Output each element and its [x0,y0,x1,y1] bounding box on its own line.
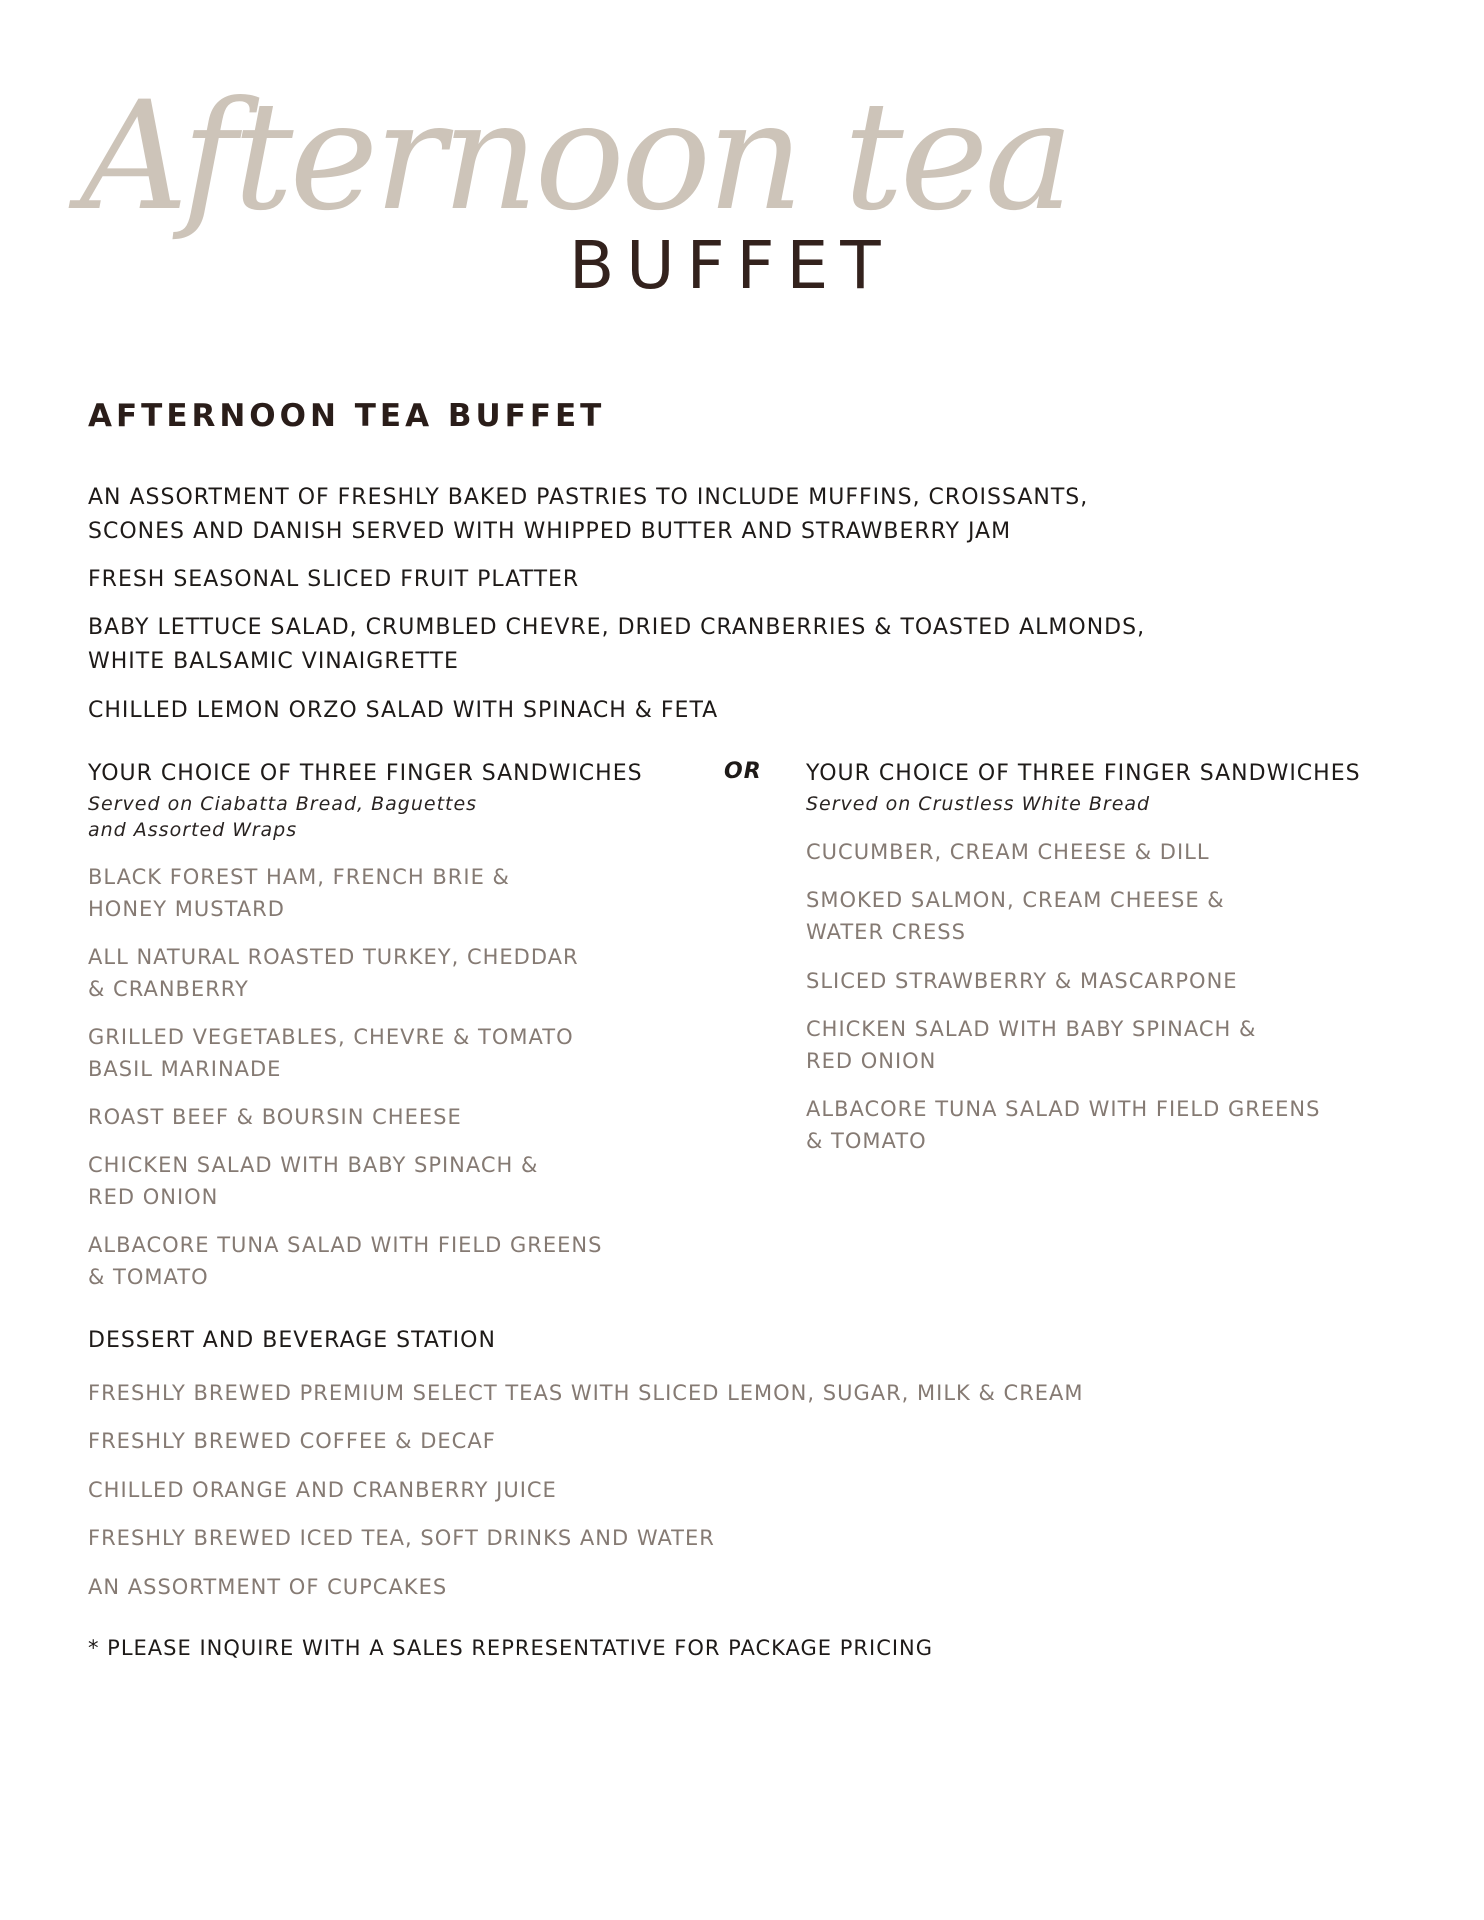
intro-item-salad [88,611,1145,679]
subtitle-line: Served on Ciabatta Bread, Baguettes [88,793,478,815]
subtitle-line: Served on Crustless White Bread [806,793,1151,815]
right-column-subtitle [806,791,1150,817]
or-label: OR [724,759,762,784]
script-title: Afternoon tea [80,70,1070,244]
right-item [806,965,1238,997]
intro-item-line: AN ASSORTMENT OF FRESHLY BAKED PASTRIES TO INCLUDE MUFFINS, CROISSANTS, [88,485,1089,510]
item-line: BLACK FOREST HAM, FRENCH BRIE & [88,865,510,889]
dessert-item: FRESHLY BREWED PREMIUM SELECT TEAS WITH SLICED LEMON, SUGAR, MILK & CREAM [88,1381,1084,1405]
left-item [88,1229,602,1293]
right-item [806,836,1210,868]
item-line: HONEY MUSTARD [88,897,285,921]
item-line: ROAST BEEF & BOURSIN CHEESE [88,1105,462,1129]
left-item [88,1101,462,1133]
buffet-title: BUFFET [569,227,893,304]
right-item [806,1013,1256,1077]
left-item [88,1021,574,1085]
right-item [806,884,1225,948]
dessert-item: AN ASSORTMENT OF CUPCAKES [88,1575,448,1599]
left-column-subtitle [88,791,477,843]
left-column-heading: YOUR CHOICE OF THREE FINGER SANDWICHES [88,761,643,786]
intro-item-line: CHILLED LEMON ORZO SALAD WITH SPINACH & FETA [88,698,719,723]
subtitle-line: and Assorted Wraps [88,819,298,841]
left-item [88,1149,538,1213]
intro-item-line: BABY LETTUCE SALAD, CRUMBLED CHEVRE, DRIED CRANBERRIES & TOASTED ALMONDS, [88,615,1146,640]
dessert-heading: DESSERT AND BEVERAGE STATION [88,1328,496,1353]
item-line: RED ONION [806,1049,937,1073]
item-line: CHICKEN SALAD WITH BABY SPINACH & [806,1017,1257,1041]
left-item [88,941,579,1005]
item-line: WATER CRESS [806,920,966,944]
dessert-item: FRESHLY BREWED ICED TEA, SOFT DRINKS AND WATER [88,1526,715,1550]
intro-item-line: FRESH SEASONAL SLICED FRUIT PLATTER [88,567,580,592]
item-line: CUCUMBER, CREAM CHEESE & DILL [806,840,1210,864]
item-line: & CRANBERRY [88,977,249,1001]
left-item [88,861,510,925]
section-heading: AFTERNOON TEA BUFFET [88,398,606,434]
item-line: RED ONION [88,1185,219,1209]
item-line: ALBACORE TUNA SALAD WITH FIELD GREENS [88,1233,603,1257]
right-column-heading: YOUR CHOICE OF THREE FINGER SANDWICHES [806,761,1361,786]
dessert-item: FRESHLY BREWED COFFEE & DECAF [88,1429,496,1453]
item-line: SMOKED SALMON, CREAM CHEESE & [806,888,1225,912]
intro-item-fruit [88,563,579,597]
item-line: & TOMATO [806,1129,927,1153]
item-line: BASIL MARINADE [88,1057,282,1081]
intro-item-orzo [88,694,718,728]
pricing-footnote: * PLEASE INQUIRE WITH A SALES REPRESENTATIVE FOR PACKAGE PRICING [88,1636,934,1660]
intro-item-line: SCONES AND DANISH SERVED WITH WHIPPED BUTTER AND STRAWBERRY JAM [88,519,1012,544]
item-line: ALBACORE TUNA SALAD WITH FIELD GREENS [806,1097,1321,1121]
item-line: SLICED STRAWBERRY & MASCARPONE [806,969,1238,993]
item-line: GRILLED VEGETABLES, CHEVRE & TOMATO [88,1025,574,1049]
intro-item-pastries [88,481,1088,549]
item-line: CHICKEN SALAD WITH BABY SPINACH & [88,1153,539,1177]
item-line: & TOMATO [88,1265,209,1289]
dessert-item: CHILLED ORANGE AND CRANBERRY JUICE [88,1478,557,1502]
item-line: ALL NATURAL ROASTED TURKEY, CHEDDAR [88,945,579,969]
right-item [806,1093,1320,1157]
intro-item-line: WHITE BALSAMIC VINAIGRETTE [88,649,459,674]
